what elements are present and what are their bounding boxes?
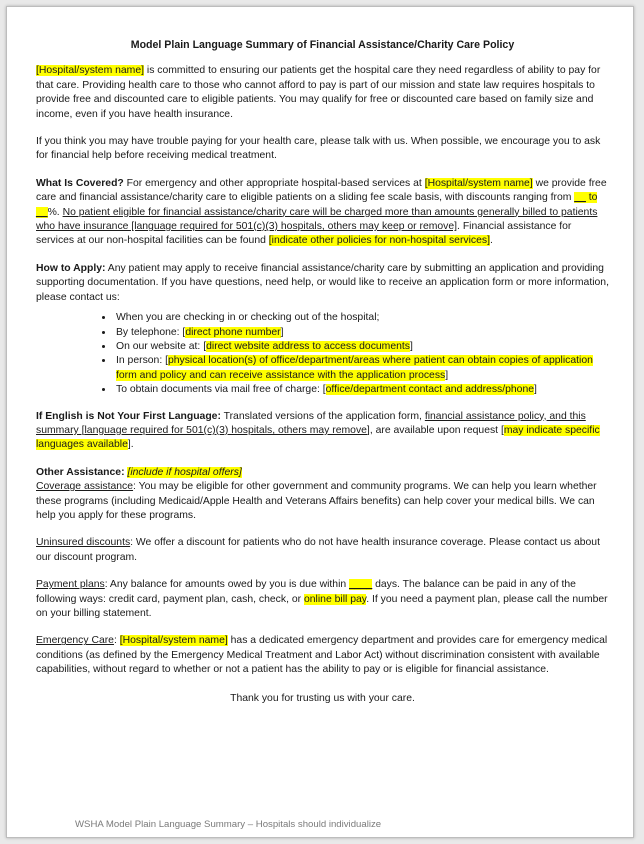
discount-min-blank: __: [574, 192, 586, 204]
hospital-placeholder: [Hospital/system name]: [119, 635, 228, 647]
bullet-end: ]: [534, 384, 537, 396]
days-blank: ____: [349, 579, 373, 591]
emergency-label: Emergency Care: [36, 635, 114, 647]
coverage-label: Coverage assistance: [36, 481, 134, 493]
bullet-end: ]: [445, 369, 449, 381]
bullet-text: In person: [: [116, 355, 168, 367]
list-item: [114, 383, 609, 397]
uninsured-label: Uninsured discounts: [36, 537, 131, 549]
covered-end: .: [489, 235, 493, 247]
document-body: [36, 38, 609, 706]
covered-paragraph: [36, 177, 609, 249]
other-assistance-heading-line: [36, 466, 609, 480]
non-hospital-placeholder: [indicate other policies for non-hospital services]: [268, 235, 490, 247]
payment-label: Payment plans: [36, 579, 105, 591]
covered-required-language: No patient eligible for financial assistance/charity care will be charged more than amounts generally billed to patients who have insurance [language required for 501(c)(3) hospitals, others may keep or remove]: [36, 206, 598, 233]
online-bill-pay-placeholder: online bill pay: [303, 593, 367, 605]
bullet-text: By telephone: [: [116, 326, 186, 338]
payment-text-2: days. The balance can be paid in any of the following ways: credit card, payment plan, cash, check, or: [36, 579, 576, 605]
emergency-text: has a dedicated emergency department and provides care for emergency medical conditions (as defined by the Emergency Medical Treatment and Labor Act) without discrimination consistent with available capabilities, without regard to whether or not a patient has the ability to pay or is eligible for financial assistance.: [36, 635, 608, 676]
bullet-end: ]: [409, 340, 413, 352]
apply-text: Any patient may apply to receive financial assistance/charity care by submitting an application and providing supporting documentation. If you have questions, need help, or would like to receive an application form or more information, please contact us:: [36, 262, 609, 303]
english-text-1: Translated versions of the application form,: [220, 410, 425, 422]
mail-placeholder: office/department contact and address/phone: [325, 384, 534, 396]
bullet-text: When you are checking in or checking out of the hospital;: [116, 312, 380, 324]
covered-text-1: For emergency and other appropriate hospital-based services at: [123, 177, 425, 189]
document-page: [6, 6, 634, 838]
english-end: ].: [127, 439, 134, 451]
apply-paragraph: [36, 262, 609, 305]
hospital-placeholder: [Hospital/system name]: [36, 65, 144, 77]
intro-paragraph: [36, 64, 609, 122]
coverage-paragraph: [36, 481, 597, 521]
percent-sign: %.: [47, 206, 63, 218]
payment-text-3: . If you need a payment plan, please call the number on your billing statement.: [36, 593, 608, 619]
phone-placeholder: direct phone number: [185, 326, 281, 338]
intro-text: is committed to ensuring our patients get the hospital care they need regardless of ability to pay for that care. Providing health care to those who cannot afford to pay is part of our mission and state law requires hospitals to provide free and discounted care to eligible patients. You may qualify for free or discounted care based on family size and income, even if you have health insurance.: [36, 65, 601, 120]
range-to: to: [585, 192, 598, 204]
hospital-placeholder: [Hospital/system name]: [424, 177, 533, 189]
page-footer: WSHA Model Plain Language Summary – Hospitals should individualize: [75, 819, 382, 830]
coverage-text: : You may be eligible for other government and community programs. We can help you learn whether these programs (including Medicaid/Apple Health and Veterans Affairs benefits) can help cover your medical bills. We can help you apply for these programs.: [36, 481, 597, 521]
list-item: [114, 354, 609, 383]
languages-placeholder: may indicate specific languages available: [36, 424, 600, 451]
contact-list: [36, 311, 609, 397]
other-assistance-heading: Other Assistance:: [36, 466, 125, 478]
bullet-text: To obtain documents via mail free of charge: [: [116, 384, 326, 396]
bullet-end: ]: [280, 326, 284, 338]
list-item: [114, 340, 609, 354]
english-paragraph: [36, 410, 609, 453]
uninsured-paragraph: [36, 536, 609, 565]
covered-text-2: we provide free care and financial assistance/charity care to eligible patients on a sliding fee scale basis, with discounts ranging from: [36, 177, 607, 204]
discount-max-blank: __: [36, 206, 48, 218]
list-item: [114, 326, 609, 340]
english-heading: If English is Not Your First Language:: [36, 410, 221, 422]
covered-heading: What Is Covered?: [36, 177, 124, 189]
english-required-language: financial assistance policy, and this summary [language required for 501(c)(3) hospitals, others may remove]: [36, 410, 586, 436]
payment-text-1: : Any balance for amounts owed by you is due within: [104, 579, 350, 591]
emergency-colon: :: [113, 635, 120, 647]
english-text-2: , are available upon request [: [369, 424, 504, 436]
bullet-text: On our website at: [: [116, 340, 207, 352]
apply-heading: How to Apply:: [36, 262, 106, 274]
other-assistance-section: [36, 466, 609, 524]
document-title: Model Plain Language Summary of Financial Assistance/Charity Care Policy: [130, 39, 515, 51]
thank-you-line: Thank you for trusting us with your care.: [230, 692, 415, 704]
trouble-paying-paragraph: If you think you may have trouble paying for your health care, please talk with us. When possible, we encourage you to ask for financial help before receiving medical treatment.: [36, 136, 601, 162]
emergency-paragraph: [36, 634, 609, 677]
covered-text-3: . Financial assistance for services at our non-hospital facilities can be found: [36, 221, 572, 247]
list-item: [114, 311, 609, 325]
uninsured-text: : We offer a discount for patients who do not have health insurance coverage. Please contact us about our discount program.: [36, 537, 600, 563]
location-placeholder: physical location(s) of office/department/areas where patient can obtain copies of application form and policy and can receive assistance with the application process: [116, 355, 593, 381]
website-placeholder: direct website address to access documents: [206, 340, 410, 352]
payment-paragraph: [36, 578, 609, 621]
include-placeholder: [include if hospital offers]: [127, 466, 242, 478]
